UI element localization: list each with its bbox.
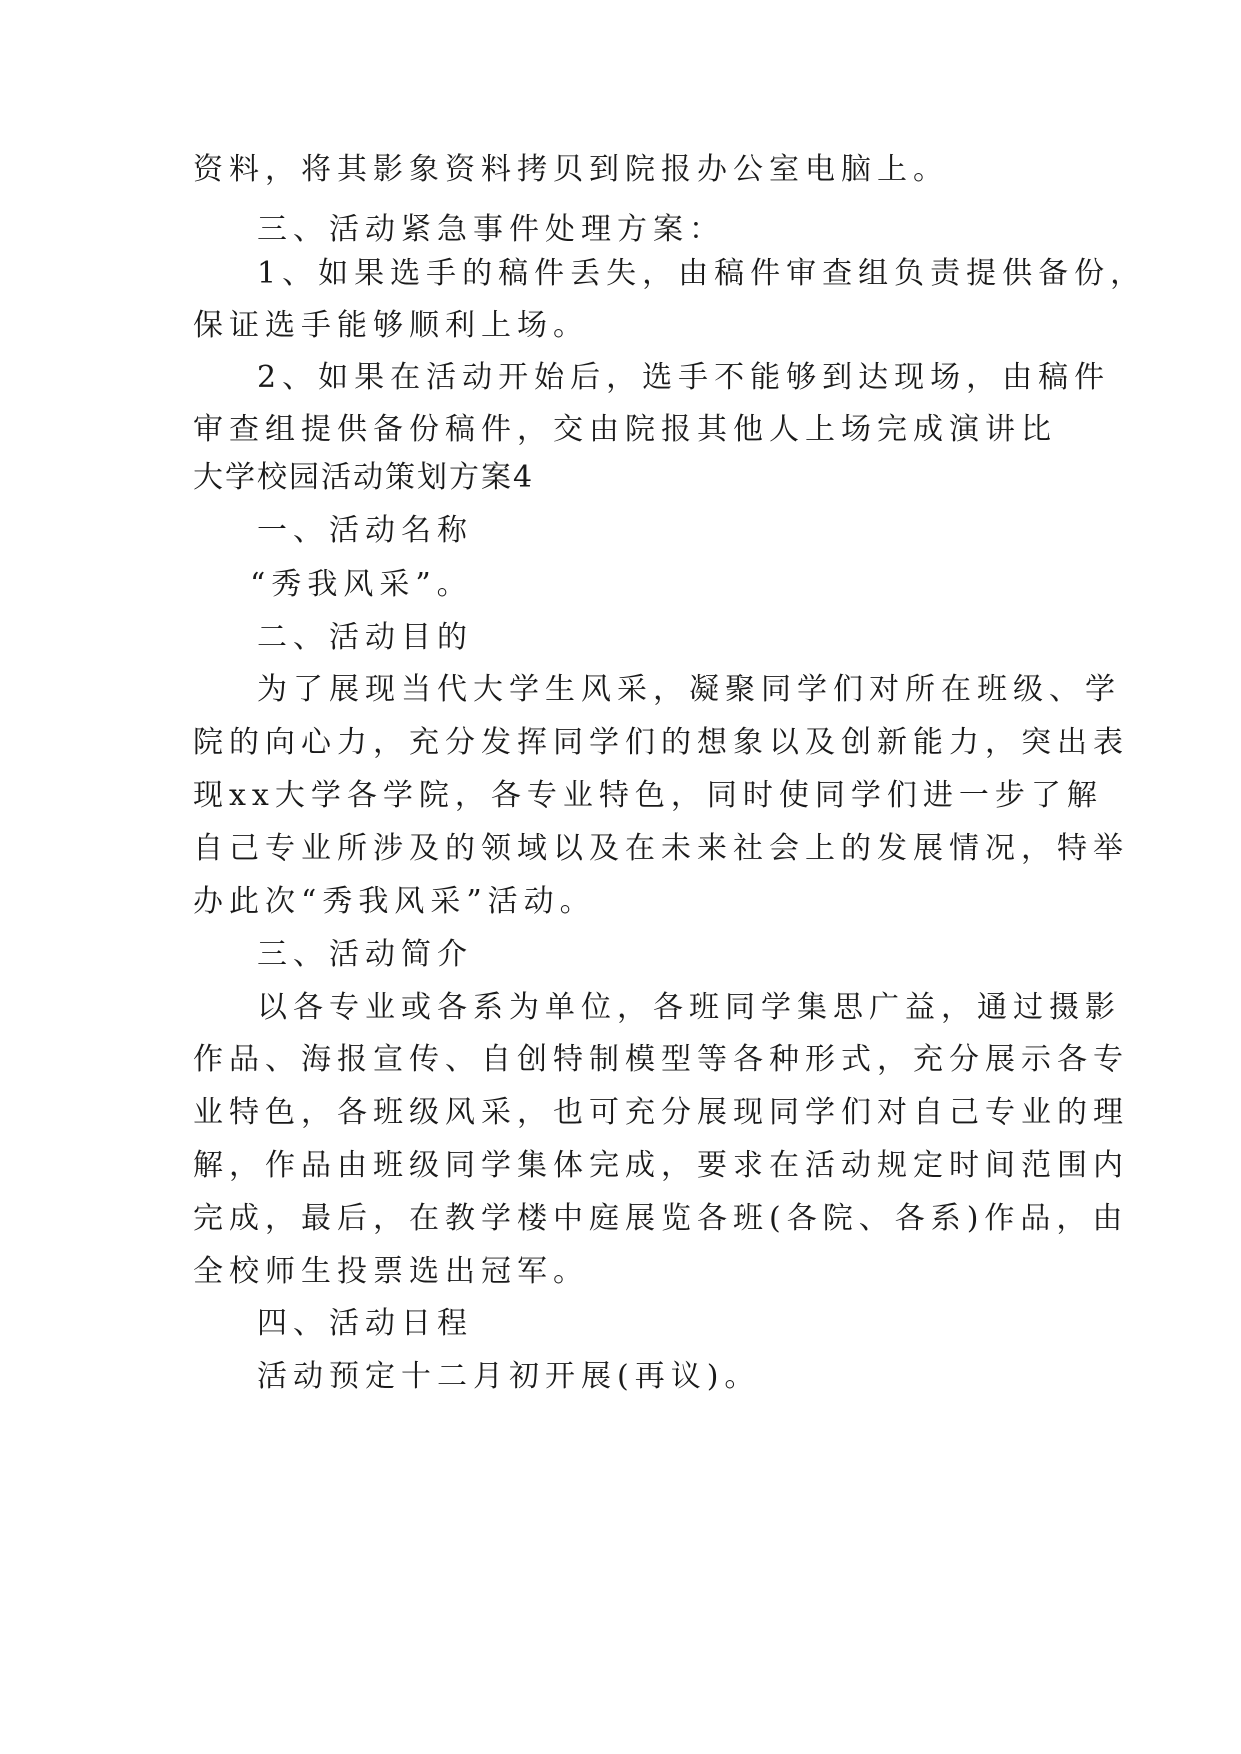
text-line: 审查组提供备份稿件，交由院报其他人上场完成演讲比 <box>193 412 1057 447</box>
text-line: 完成，最后，在教学楼中庭展览各班(各院、各系)作品，由 <box>193 1201 1129 1236</box>
text-line: 为了展现当代大学生风采，凝聚同学们对所在班级、学 <box>257 672 1121 707</box>
section-heading: 二、活动目的 <box>257 620 473 655</box>
text-line: 自己专业所涉及的领域以及在未来社会上的发展情况，特举 <box>193 831 1129 866</box>
text-line: 以各专业或各系为单位，各班同学集思广益，通过摄影 <box>257 990 1121 1025</box>
text-line: 现xx大学各学院，各专业特色，同时使同学们进一步了解 <box>193 778 1103 813</box>
section-heading: 三、活动简介 <box>257 937 473 972</box>
text-line: 保证选手能够顺利上场。 <box>193 308 589 343</box>
document-title: 大学校园活动策划方案4 <box>193 460 535 495</box>
section-heading: 一、活动名称 <box>257 513 473 548</box>
text-line: 解，作品由班级同学集体完成，要求在活动规定时间范围内 <box>193 1148 1129 1183</box>
text-line: “秀我风采”。 <box>250 567 473 602</box>
text-line: 院的向心力，充分发挥同学们的想象以及创新能力，突出表 <box>193 725 1129 760</box>
section-heading: 四、活动日程 <box>257 1306 473 1341</box>
text-line: 业特色，各班级风采，也可充分展现同学们对自己专业的理 <box>193 1095 1129 1130</box>
text-line: 活动预定十二月初开展(再议)。 <box>257 1359 761 1394</box>
text-line: 2、如果在活动开始后，选手不能够到达现场，由稿件 <box>257 360 1111 395</box>
text-line: 作品、海报宣传、自创特制模型等各种形式，充分展示各专 <box>193 1042 1129 1077</box>
text-line: 1、如果选手的稿件丢失，由稿件审查组负责提供备份， <box>257 256 1147 291</box>
text-line: 全校师生投票选出冠军。 <box>193 1254 589 1289</box>
text-line: 资料，将其影象资料拷贝到院报办公室电脑上。 <box>193 152 949 187</box>
section-heading: 三、活动紧急事件处理方案： <box>257 212 725 247</box>
text-line: 办此次“秀我风采”活动。 <box>193 884 596 919</box>
